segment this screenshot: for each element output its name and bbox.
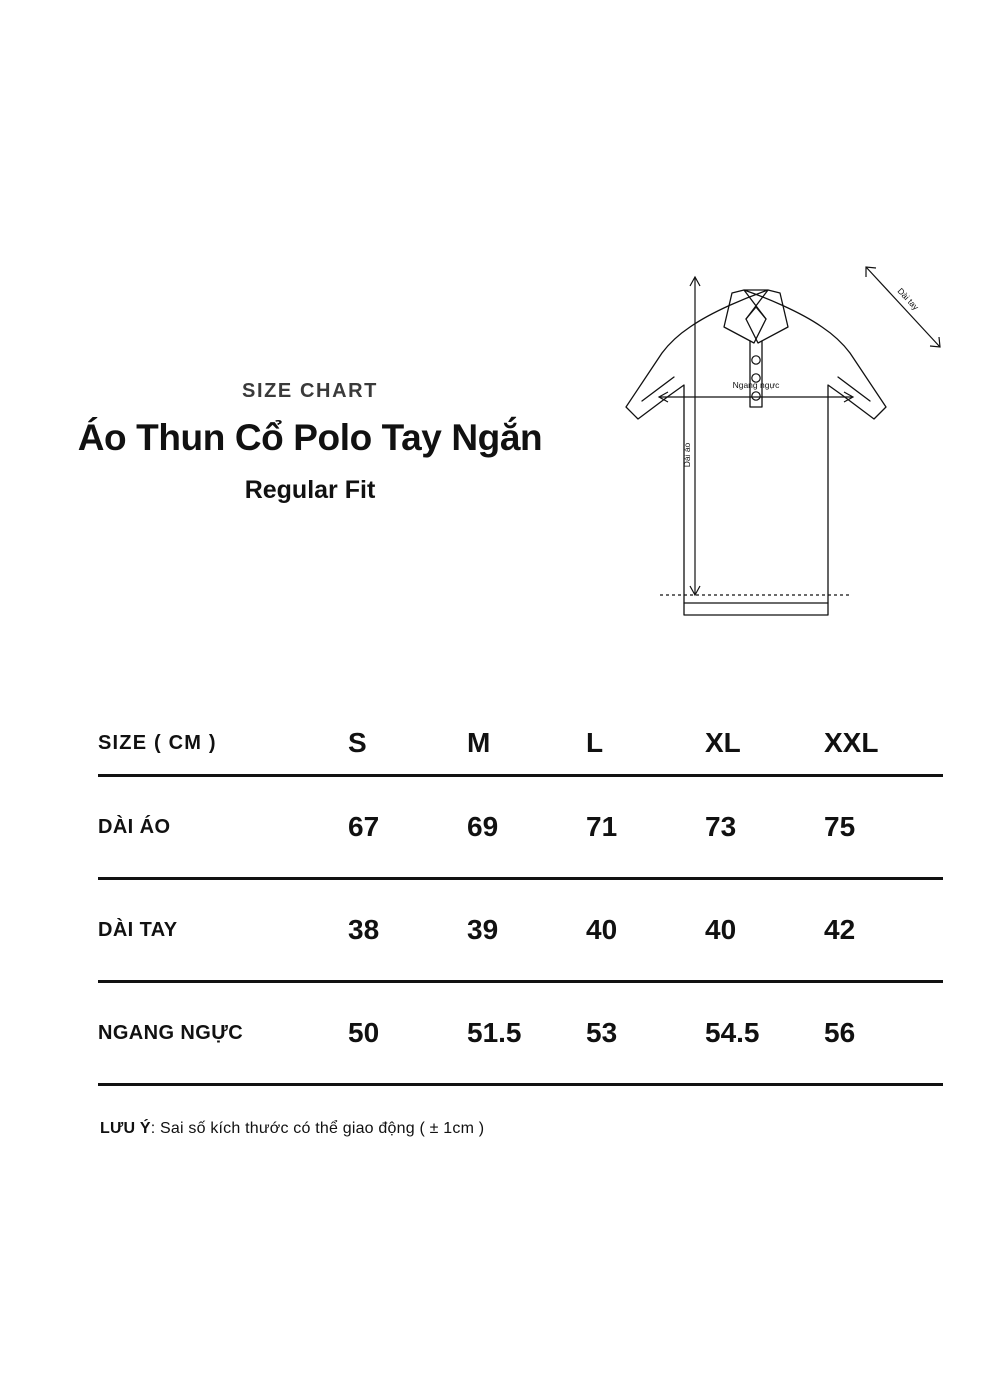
sleeve-measure-label: Dài tay bbox=[895, 285, 921, 313]
polo-shirt-illustration bbox=[550, 215, 970, 645]
size-chart-table bbox=[98, 712, 943, 1086]
chest-measure-label: Ngang ngực bbox=[732, 380, 780, 390]
table-row bbox=[98, 879, 943, 982]
table-cell: 67 bbox=[348, 776, 467, 879]
table-cell: 56 bbox=[824, 982, 943, 1085]
table-cell: 50 bbox=[348, 982, 467, 1085]
note-body: : Sai số kích thước có thể giao động ( ± 1cm ) bbox=[150, 1120, 485, 1137]
length-measure-label: Dài áo bbox=[682, 442, 692, 468]
table-column-header: L bbox=[586, 712, 705, 776]
table-row bbox=[98, 982, 943, 1085]
size-chart-label: SIZE CHART bbox=[242, 380, 378, 402]
table-row-label: NGANG NGỰC bbox=[98, 982, 348, 1085]
table-column-header: XXL bbox=[824, 712, 943, 776]
table-cell: 73 bbox=[705, 776, 824, 879]
table-column-header: M bbox=[467, 712, 586, 776]
table-cell: 42 bbox=[824, 879, 943, 982]
table-column-header: S bbox=[348, 712, 467, 776]
table-cell: 54.5 bbox=[705, 982, 824, 1085]
note-text bbox=[100, 1120, 484, 1138]
table-cell: 40 bbox=[705, 879, 824, 982]
page-title: Áo Thun Cổ Polo Tay Ngắn bbox=[77, 417, 543, 458]
table-row-label: DÀI ÁO bbox=[98, 776, 348, 879]
table-cell: 51.5 bbox=[467, 982, 586, 1085]
table-cell: 38 bbox=[348, 879, 467, 982]
table-row-header-label: SIZE ( CM ) bbox=[98, 712, 348, 776]
note-prefix: LƯU Ý bbox=[100, 1120, 151, 1137]
table-cell: 53 bbox=[586, 982, 705, 1085]
table-cell: 39 bbox=[467, 879, 586, 982]
table-header-row bbox=[98, 712, 943, 776]
table-cell: 69 bbox=[467, 776, 586, 879]
table-cell: 40 bbox=[586, 879, 705, 982]
table-column-header: XL bbox=[705, 712, 824, 776]
fit-label: Regular Fit bbox=[244, 475, 376, 504]
header-block bbox=[60, 380, 560, 505]
table-row bbox=[98, 776, 943, 879]
table-cell: 75 bbox=[824, 776, 943, 879]
table-row-label: DÀI TAY bbox=[98, 879, 348, 982]
table-cell: 71 bbox=[586, 776, 705, 879]
